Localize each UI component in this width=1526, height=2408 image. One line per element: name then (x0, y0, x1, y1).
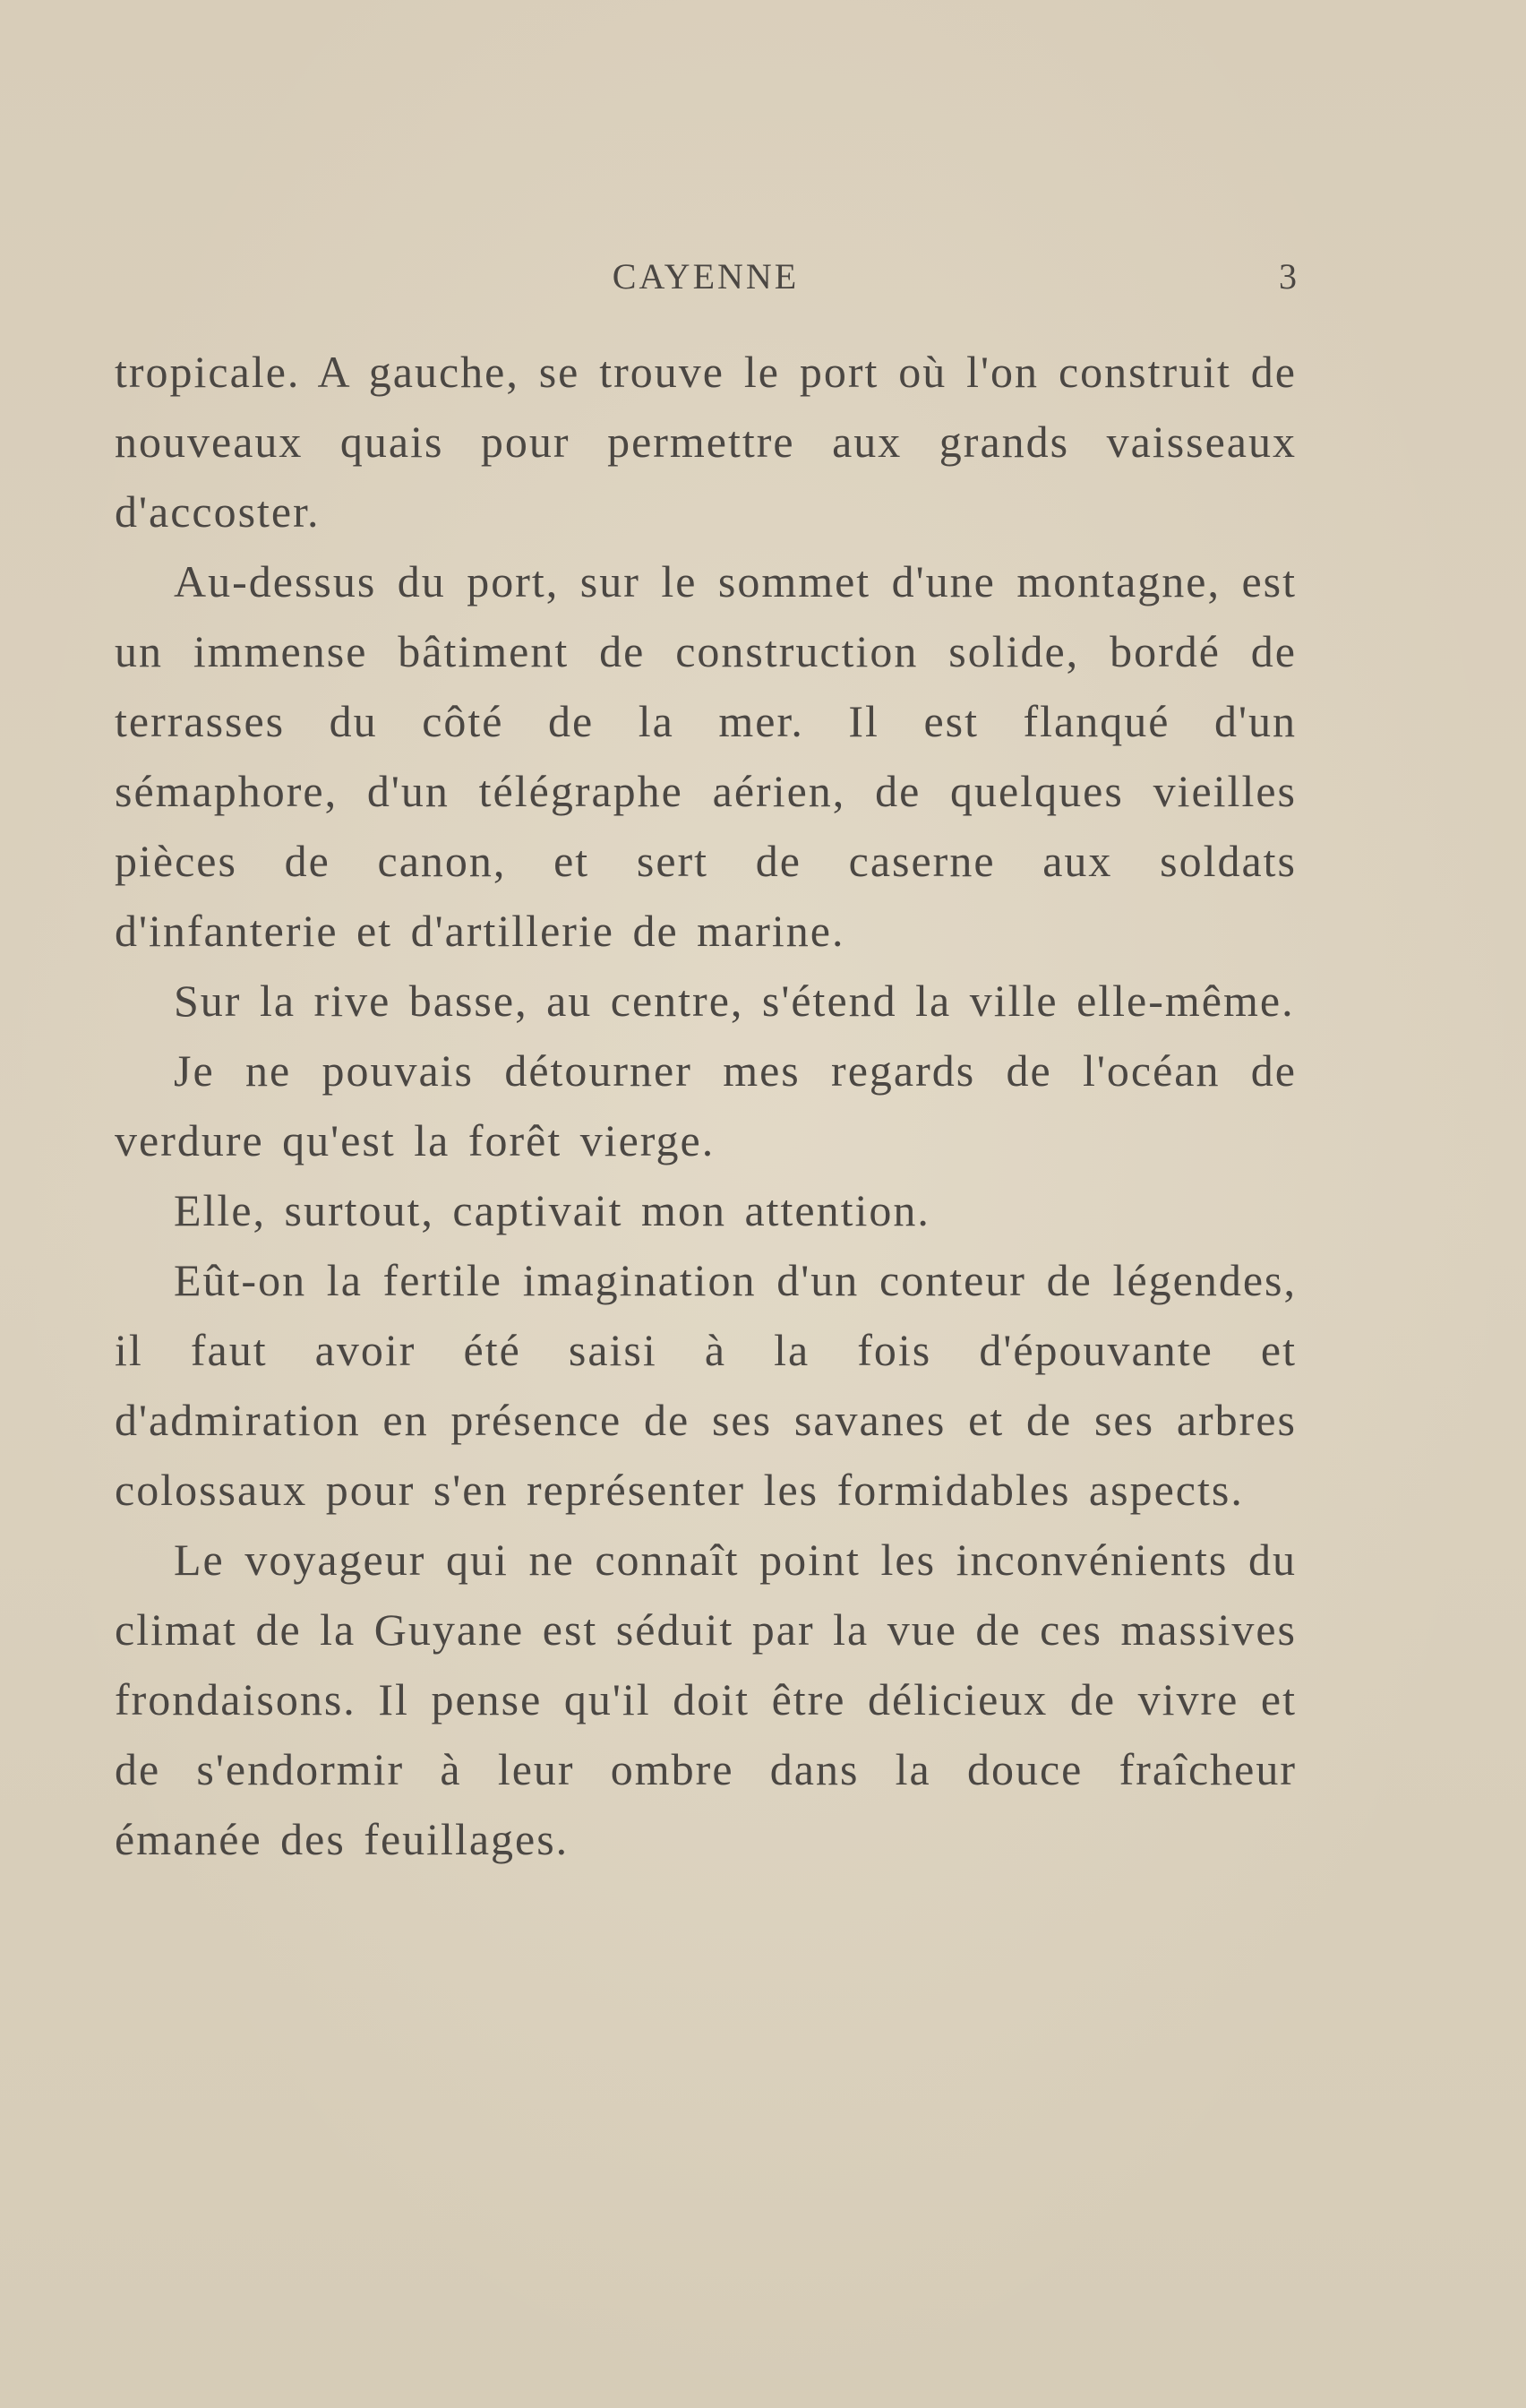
body-text (115, 337, 1297, 1874)
paragraph: Eût-on la fertile imagination d'un conteur de légendes, il faut avoir été saisi à la fois d'épouvante et d'admiration en présence de ses savanes et de ses arbres colossaux pour s'en représenter les formidables aspects. (115, 1255, 1297, 1515)
paragraph: tropicale. A gauche, se trouve le port où l'on construit de nouveaux quais pour permettre aux grands vaisseaux d'accoster. (115, 347, 1297, 537)
paragraph: Je ne pouvais détourner mes regards de l'océan de verdure qu'est la forêt vierge. (115, 1045, 1297, 1165)
paragraph: Elle, surtout, captivait mon attention. (174, 1185, 930, 1235)
page-number: 3 (1279, 256, 1297, 297)
running-head (115, 254, 1297, 299)
running-title: CAYENNE (612, 256, 800, 297)
paragraph: Sur la rive basse, au centre, s'étend la ville elle-même. (174, 976, 1295, 1026)
paragraph: Le voyageur qui ne connaît point les inconvénients du climat de la Guyane est séduit par la vue de ces massives frondaisons. Il pense qu'il doit être délicieux de vivre et de s'endormir à leur ombre dans la douce fraîcheur émanée des feuillages. (115, 1535, 1297, 1864)
paragraph: Au-dessus du port, sur le sommet d'une montagne, est un immense bâtiment de construction solide, bordé de terrasses du côté de la mer. Il est flanqué d'un sémaphore, d'un télégraphe aérien, de quelques vieilles pièces de canon, et sert de caserne aux soldats d'infanterie et d'artillerie de marine. (115, 556, 1297, 956)
